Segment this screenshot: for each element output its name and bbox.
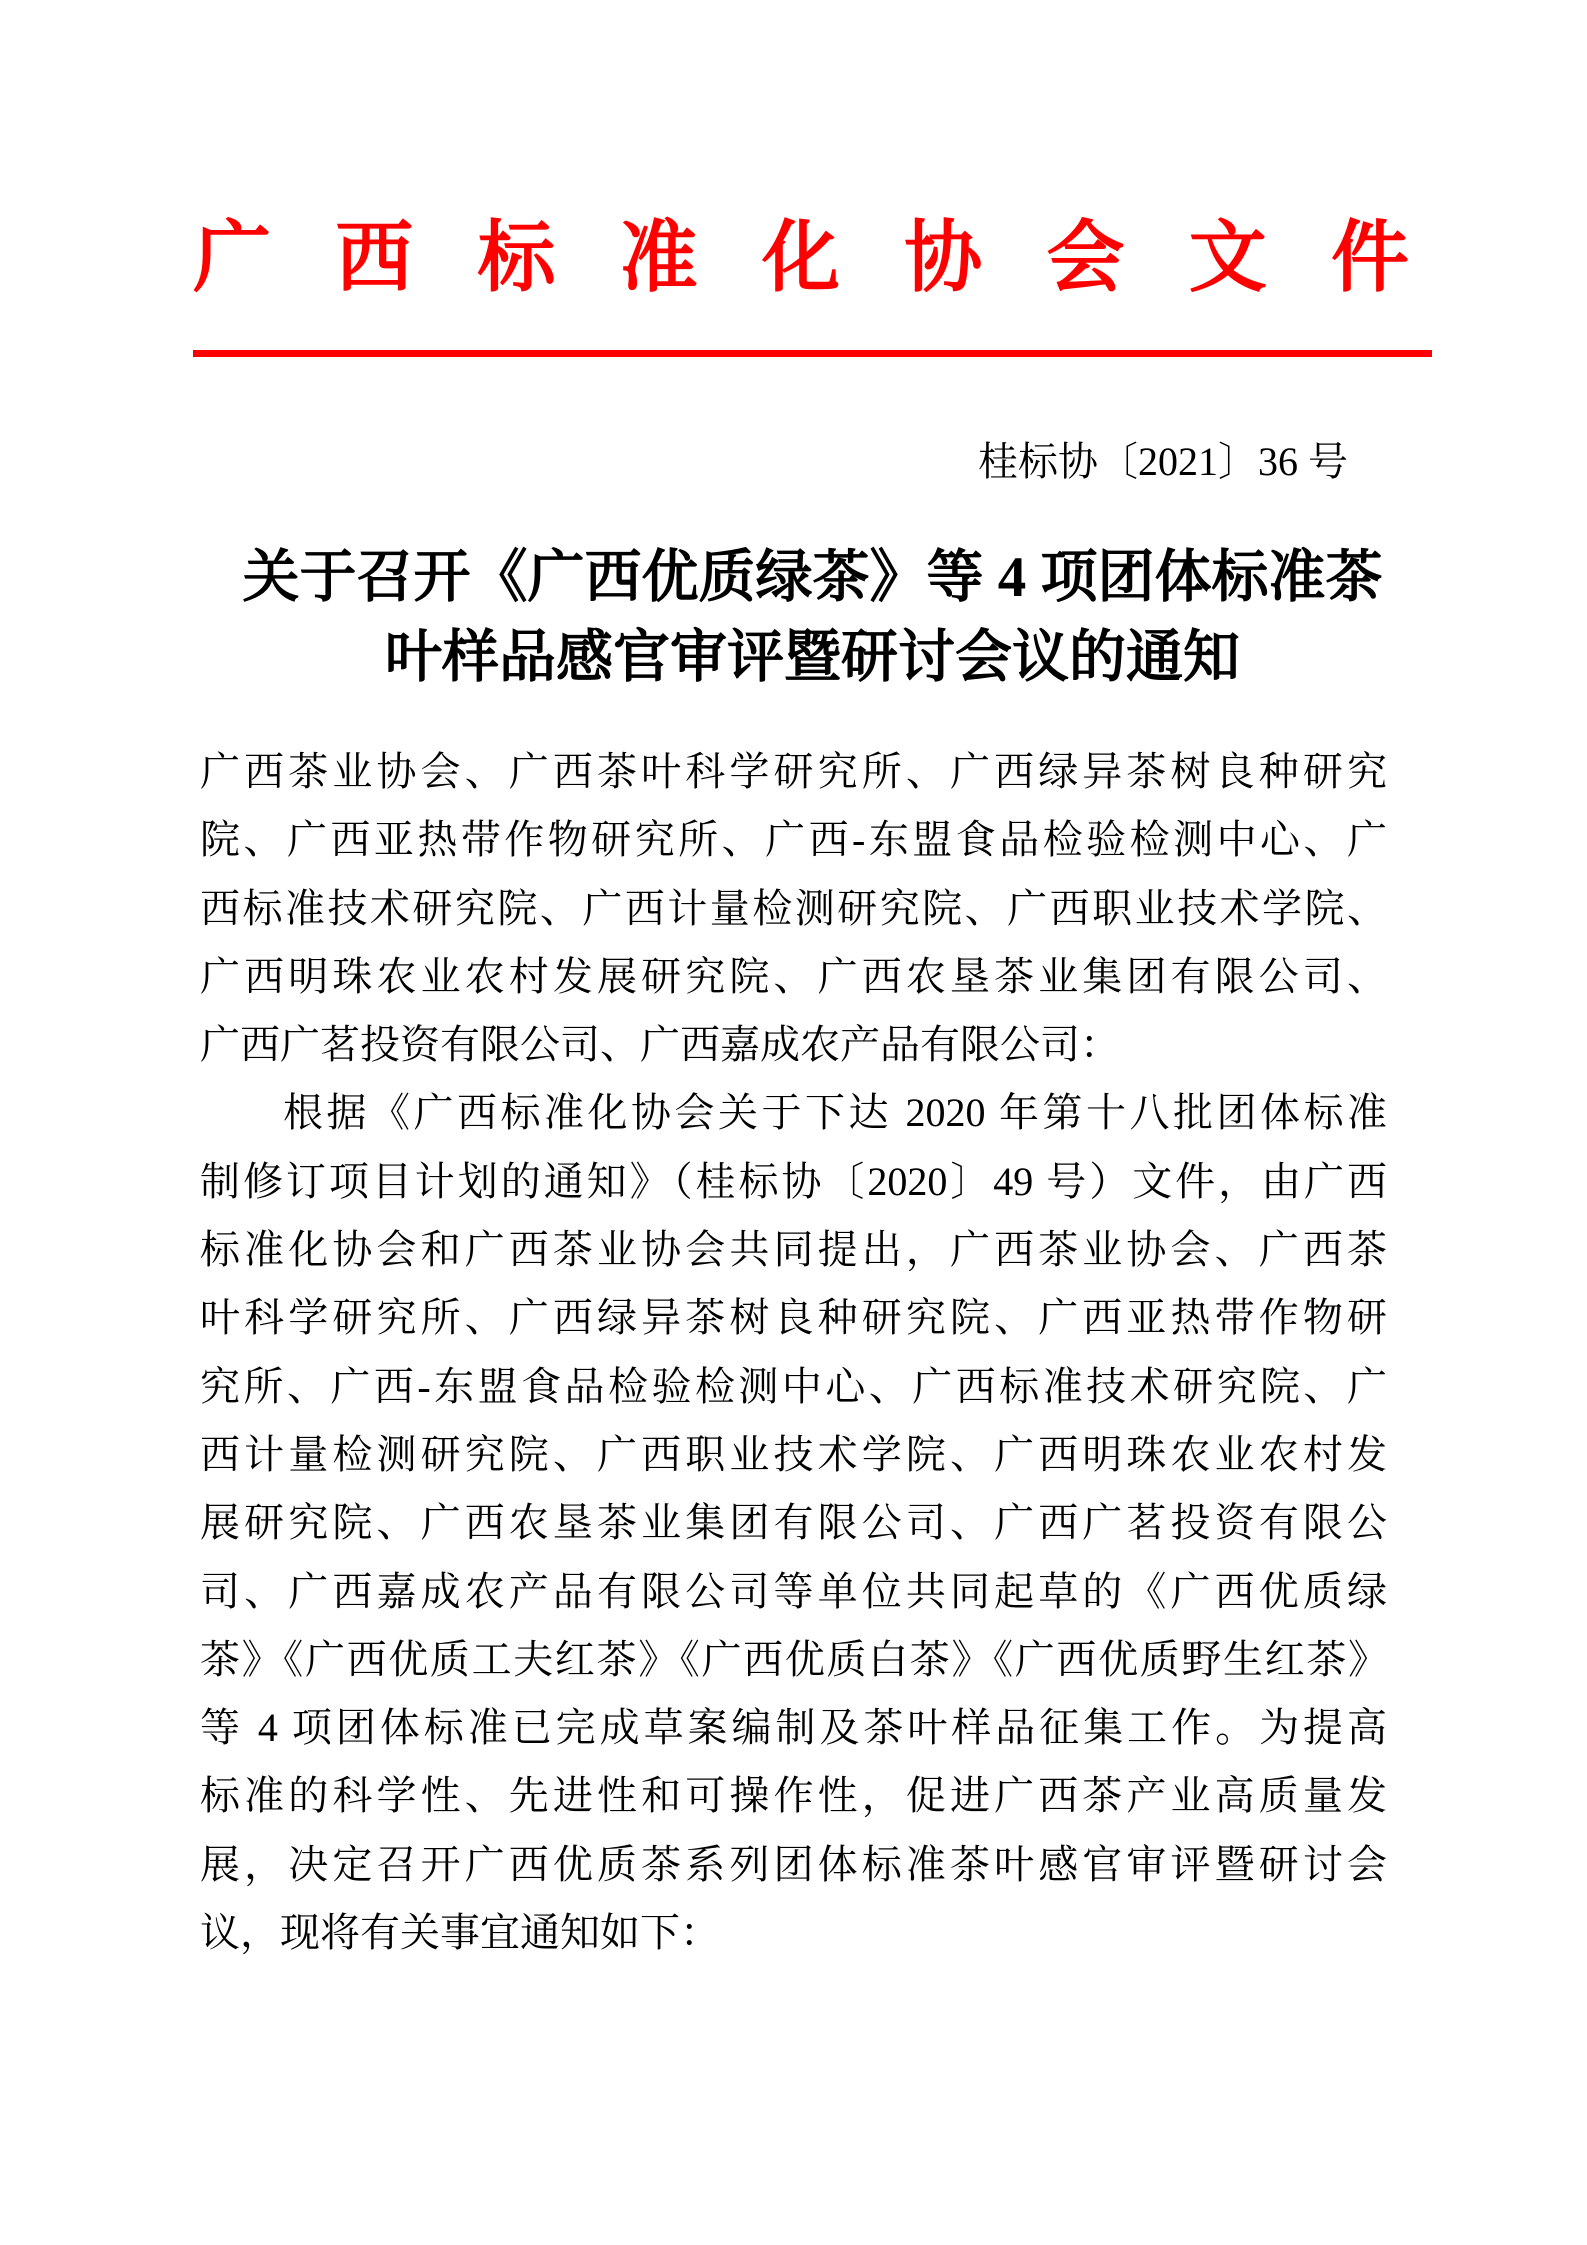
body-line: 标准的科学性、先进性和可操作性，促进广西茶产业高质量发 — [200, 1773, 1387, 1819]
body-line: 等 4 项团体标准已完成草案编制及茶叶样品征集工作。为提高 — [200, 1705, 1387, 1751]
document-body — [200, 738, 1387, 1967]
document-reference-number: 桂标协〔2021〕36 号 — [978, 439, 1348, 484]
body-line: 究所、广西-东盟食品检验检测中心、广西标准技术研究院、广 — [200, 1363, 1387, 1409]
body-line: 司、广西嘉成农产品有限公司等单位共同起草的《广西优质绿 — [200, 1568, 1387, 1614]
document-title — [193, 538, 1432, 698]
body-line: 展研究院、广西农垦茶业集团有限公司、广西广茗投资有限公 — [200, 1500, 1387, 1546]
red-divider-line — [193, 350, 1432, 357]
body-line: 院、广西亚热带作物研究所、广西-东盟食品检验检测中心、广 — [200, 817, 1387, 863]
body-line: 标准化协会和广西茶业协会共同提出，广西茶业协会、广西茶 — [200, 1227, 1387, 1273]
document-title-line-1: 关于召开《广西优质绿茶》等 4 项团体标准茶 — [242, 546, 1383, 609]
body-line: 西计量检测研究院、广西职业技术学院、广西明珠农业农村发 — [200, 1431, 1387, 1477]
document-title-line-2: 叶样品感官审评暨研讨会议的通知 — [385, 626, 1240, 689]
body-line: 广西茶业协会、广西茶叶科学研究所、广西绿异茶树良种研究 — [200, 749, 1387, 794]
body-line: 议，现将有关事宜通知如下： — [200, 1910, 720, 1956]
body-line: 根据《广西标准化协会关于下达 2020 年第十八批团体标准 — [283, 1090, 1387, 1136]
body-line: 制修订项目计划的通知》（桂标协〔2020〕49 号）文件，由广西 — [200, 1158, 1387, 1204]
body-line: 广西广茗投资有限公司、广西嘉成农产品有限公司： — [200, 1022, 1120, 1068]
agency-header-title: 广西标准化协会文件 — [193, 214, 1409, 301]
body-line: 展，决定召开广西优质茶系列团体标准茶叶感官审评暨研讨会 — [200, 1841, 1387, 1887]
body-line: 茶》《广西优质工夫红茶》《广西优质白茶》《广西优质野生红茶》 — [200, 1636, 1387, 1682]
body-line: 叶科学研究所、广西绿异茶树良种研究院、广西亚热带作物研 — [200, 1295, 1387, 1341]
body-line: 广西明珠农业农村发展研究院、广西农垦茶业集团有限公司、 — [200, 953, 1387, 999]
body-line: 西标准技术研究院、广西计量检测研究院、广西职业技术学院、 — [200, 885, 1387, 931]
